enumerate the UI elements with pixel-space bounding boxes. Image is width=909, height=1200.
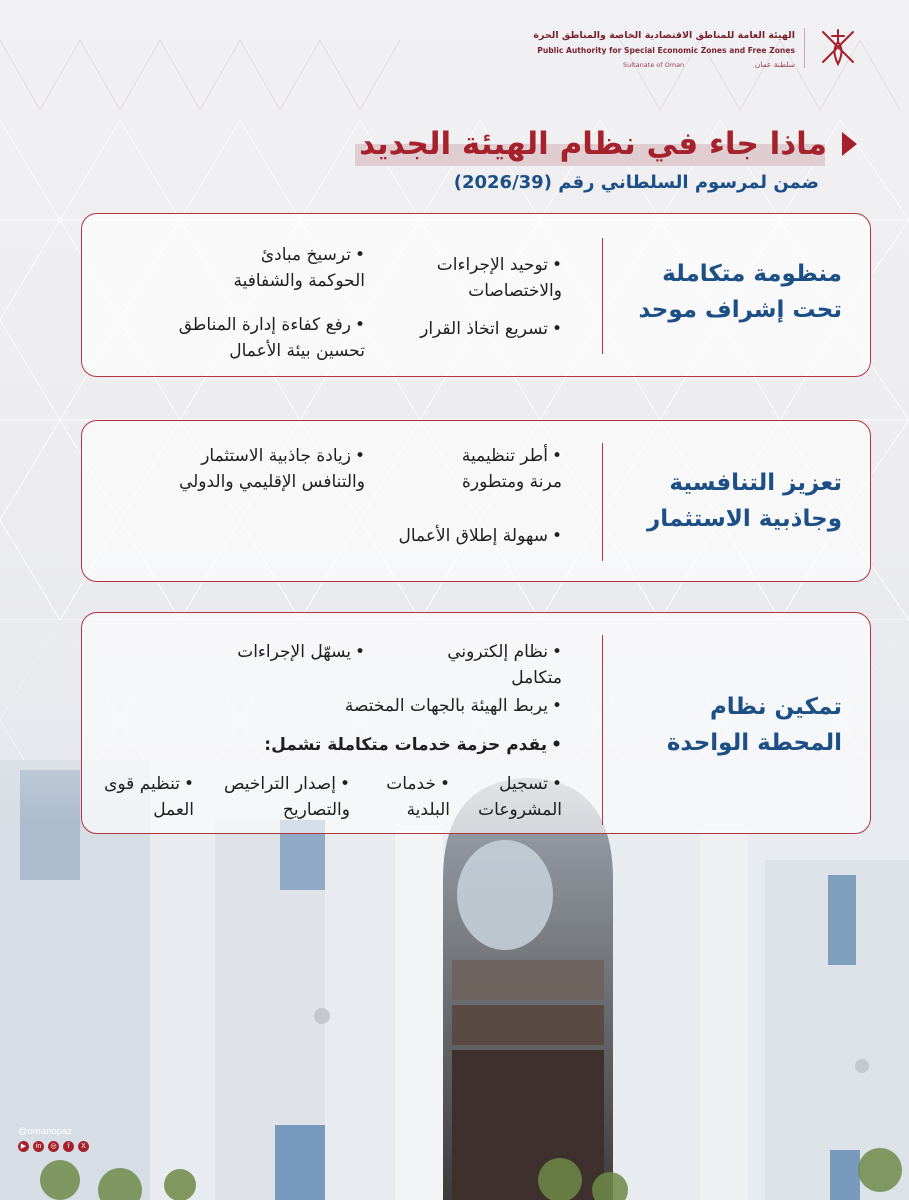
youtube-icon[interactable]: ▶ (18, 1141, 29, 1152)
page-title: ماذا جاء في نظام الهيئة الجديد (359, 126, 827, 162)
bullet-item: • تسريع اتخاذ القرار (420, 316, 562, 342)
instagram-icon[interactable]: ◎ (48, 1141, 59, 1152)
sultanate-arabic: سلطنة عمان (754, 60, 795, 69)
section-divider (602, 238, 603, 354)
section-card-competitiveness (81, 420, 871, 582)
bullet-item: • توحيد الإجراءات والاختصاصات (437, 252, 562, 304)
page-subtitle: ضمن لمرسوم السلطاني رقم (2026/39) (453, 172, 819, 193)
sultanate-english: Sultanate of Oman (623, 61, 685, 69)
bullet-item: • رفع كفاءة إدارة المناطق تحسين بيئة الأعمال (179, 312, 365, 364)
linkedin-icon[interactable]: in (33, 1141, 44, 1152)
section-divider (602, 635, 603, 825)
section-heading: تمكين نظام المحطة الواحدة (666, 694, 842, 756)
section-card-governance (81, 213, 871, 377)
facebook-icon[interactable]: f (63, 1141, 74, 1152)
service-item: • إصدار التراخيص والتصاريح (224, 771, 350, 823)
bullet-item: • زيادة جاذبية الاستثمار والتنافس الإقليمي والدولي (179, 443, 365, 495)
title-arrow-icon (842, 132, 857, 156)
bullet-item: • أطر تنظيمية مرنة ومتطورة (462, 443, 562, 495)
section-heading: منظومة متكاملة تحت إشراف موحد (638, 261, 842, 323)
bullet-item: • يربط الهيئة بالجهات المختصة (345, 693, 562, 719)
org-name-arabic: الهيئة العامة للمناطق الاقتصادية الخاصة والمناطق الحرة (533, 30, 795, 41)
section-heading: تعزيز التنافسية وجاذبية الاستثمار (647, 470, 842, 532)
service-item: • تنظيم قوى العمل (104, 771, 194, 823)
bullet-item: • سهولة إطلاق الأعمال (398, 523, 562, 549)
service-item: • خدمات البلدية (386, 771, 450, 823)
oman-khanjar-emblem-icon (815, 24, 861, 70)
services-heading: • يقدم حزمة خدمات متكاملة تشمل: (264, 735, 562, 755)
section-card-one-stop-shop (81, 612, 871, 834)
bullet-item: • يسهّل الإجراءات (237, 639, 365, 665)
service-item: • تسجيل المشروعات (478, 771, 562, 823)
social-links (18, 1126, 89, 1152)
bullet-item: • ترسيخ مبادئ الحوكمة والشفافية (233, 242, 365, 294)
social-handle[interactable]: @omanopaz (18, 1126, 73, 1137)
x-icon[interactable]: X (78, 1141, 89, 1152)
org-name-english: Public Authority for Special Economic Zones and Free Zones (537, 46, 795, 55)
bullet-item: • نظام إلكتروني متكامل (447, 639, 562, 691)
logo-divider (804, 28, 805, 68)
section-divider (602, 443, 603, 561)
